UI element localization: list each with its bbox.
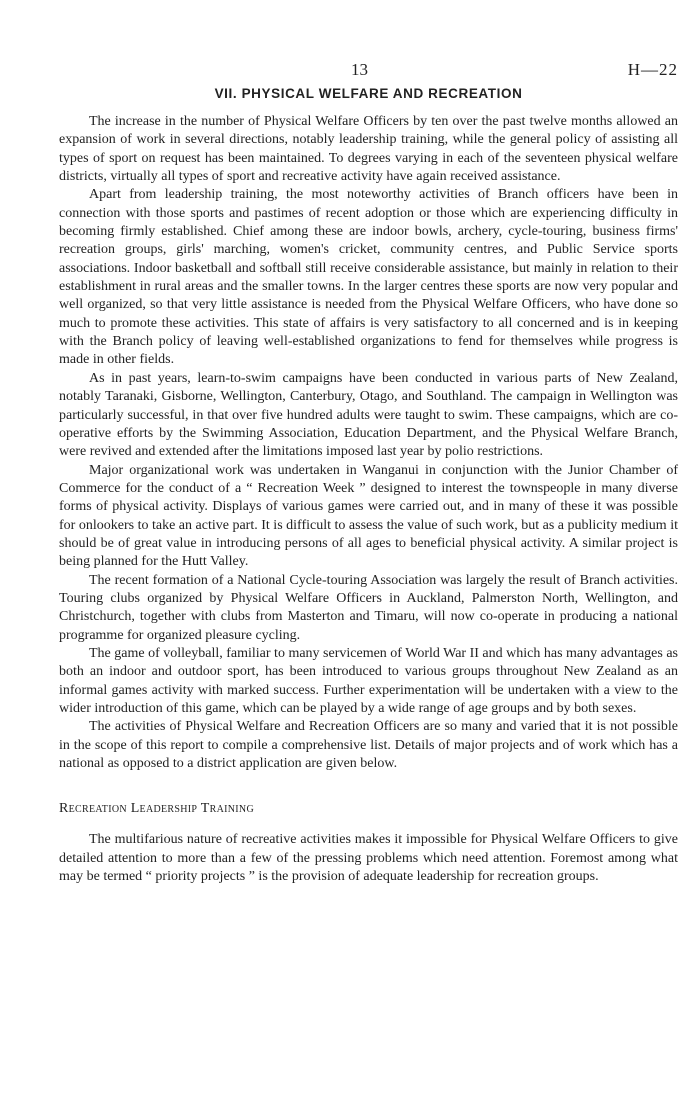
document-reference: H—22 — [627, 60, 678, 79]
section-body — [59, 113, 678, 773]
section-title: VII. PHYSICAL WELFARE AND RECREATION — [214, 86, 523, 101]
page-number: 13 — [351, 60, 368, 79]
paragraph-3: As in past years, learn-to-swim campaigns have been conducted in various parts of New Zealand, notably Taranaki, Gisborne, Wellington, Canterbury, Otago, and Southland. The campaign in Wellington was particularly successful, in that over five hundred adults were taught to swim. These campaigns, which are co-operative efforts by the Swimming Association, Education Department, and the Physical Welfare Branch, were revived and extended after the limitations imposed last year by polio restrictions. — [59, 370, 678, 460]
subsection-paragraph: The multifarious nature of recreative activities makes it impossible for Physical Welfare Officers to give detailed attention to more than a few of the pressing problems which need attention. Foremost among what may be termed “ priority projects ” is the provision of adequate leadership for recreation groups. — [59, 832, 678, 885]
document-page — [59, 60, 678, 886]
paragraph-7: The activities of Physical Welfare and Recreation Officers are so many and varied that it is not possible in the scope of this report to compile a comprehensive list. Details of major projects and of work which has a national as opposed to a district application are given below. — [59, 719, 678, 772]
paragraph-6: The game of volleyball, familiar to many servicemen of World War II and which has many advantages as both an indoor and outdoor sport, has been introduced to various groups throughout New Zealand as an informal games activity with marked success. Further experimentation will be undertaken with a view to the wider introduction of this game, which can be played by a wide range of age groups and by both sexes. — [59, 645, 678, 716]
subsection-heading: Recreation Leadership Training — [59, 801, 254, 817]
paragraph-1: The increase in the number of Physical Welfare Officers by ten over the past twelve months allowed an expansion of work in several directions, notably leadership training, while the general policy of assisting all types of sport on request has been maintained. To degrees varying in each of the seventeen physical welfare districts, virtually all types of sport and recreative activity have again received assistance. — [59, 114, 678, 185]
paragraph-4: Major organizational work was undertaken in Wanganui in conjunction with the Junior Chamber of Commerce for the conduct of a “ Recreation Week ” designed to interest the townspeople in many diverse forms of physical activity. Displays of various games were carried out, and in many of these it was possible for onlookers to take an active part. It is difficult to assess the value of such work, but as a publicity medium it should be of great value in introducing persons of all ages to beneficial physical activity. A similar project is being planned for the Hutt Valley. — [59, 462, 678, 570]
page-header — [59, 60, 678, 82]
paragraph-5: The recent formation of a National Cycle-touring Association was largely the result of Branch activities. Touring clubs organized by Physical Welfare Officers in Auckland, Palmerston North, Wellington, and Christchurch, together with clubs from Masterton and Timaru, will now co-operate in producing a national programme for organized pleasure cycling. — [59, 572, 678, 643]
paragraph-2: Apart from leadership training, the most noteworthy activities of Branch officers have been in connection with those sports and pastimes of recent adoption or those which are experiencing difficulty in becoming firmly established. Chief among these are indoor bowls, archery, cycle-touring, business firms' recreation groups, girls' marching, women's cricket, community centres, and Public Service sports associations. Indoor basketball and softball still receive considerable assistance, but mainly in relation to their establishment in rural areas and the smaller towns. In the larger centres these sports are now very popular and well organized, so that very little assistance is needed from the Physical Welfare Officers, who have done so much to promote these activities. This state of affairs is very satisfactory to all concerned and is in keeping with the Branch policy of leaving well-established organizations to fend for themselves while progress is made in other fields. — [59, 187, 678, 368]
